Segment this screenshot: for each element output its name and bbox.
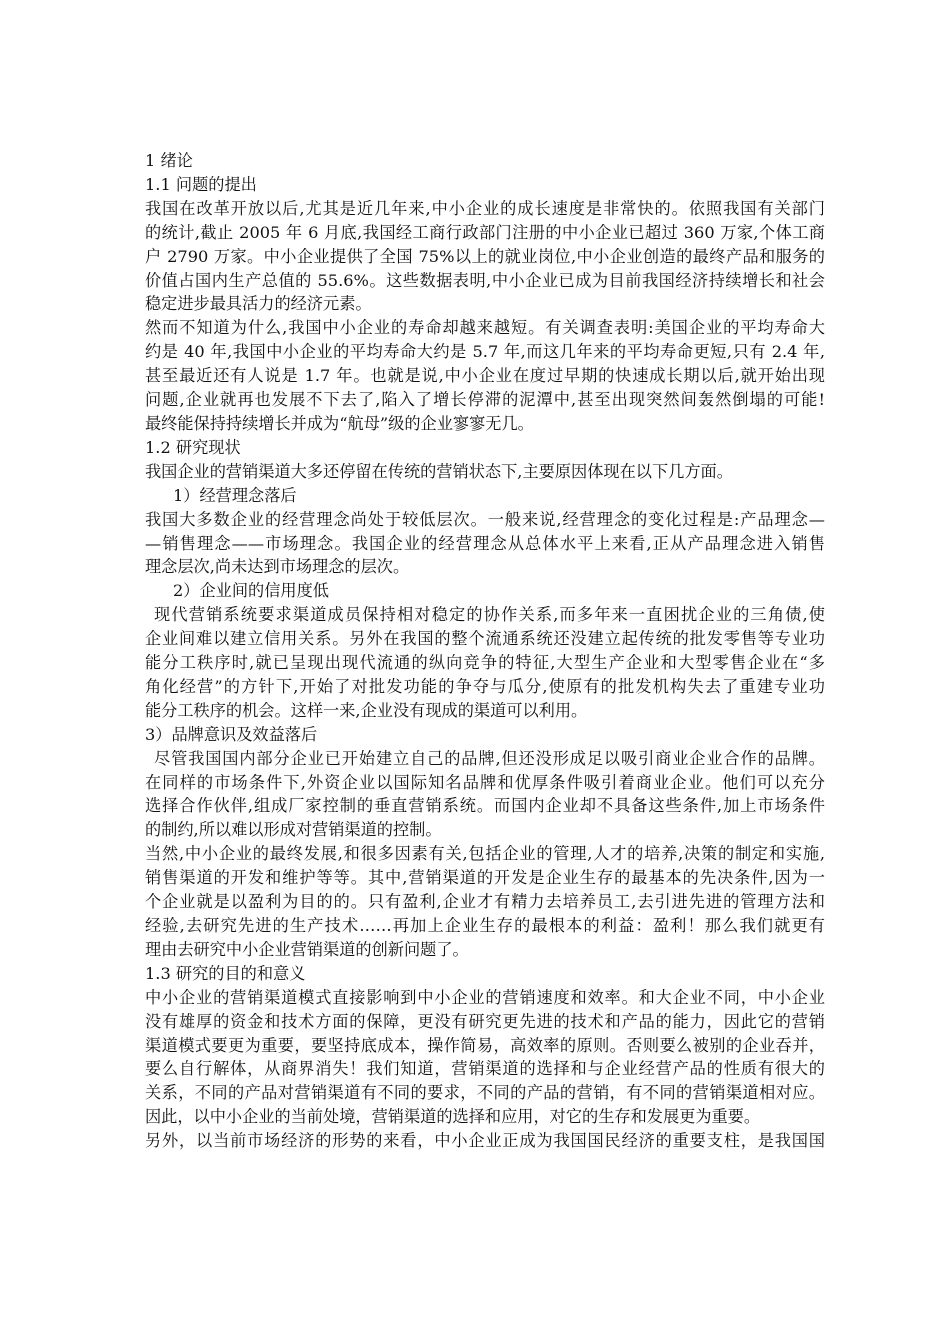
- section-heading: 1 绪论: [145, 151, 193, 170]
- text-line: 最终能保持持续增长并成为“航母”级的企业寥寥无几。: [145, 413, 534, 433]
- text-line: 我国在改革开放以后,尤其是近几年来,中小企业的成长速度是非常快的。依照我国有关部门: [145, 198, 825, 218]
- text-line: 3）品牌意识及效益落后: [145, 724, 318, 744]
- text-line: 约是 40 年,我国中小企业的平均寿命大约是 5.7 年,而这几年来的平均寿命更短,只有 2.4 年,: [145, 342, 825, 362]
- text-line: 稳定进步最具活力的经济元素。: [145, 294, 372, 314]
- text-line: 尽管我国国内部分企业已开始建立自己的品牌,但还没形成足以吸引商业企业合作的品牌。: [154, 748, 825, 768]
- text-line: 选择合作伙伴,组成厂家控制的垂直营销系统。而国内企业却不具备这些条件,加上市场条件: [145, 796, 825, 816]
- text-line: 然而不知道为什么,我国中小企业的寿命却越来越短。有关调查表明:美国企业的平均寿命大: [145, 318, 825, 338]
- text-line: 没有雄厚的资金和技术方面的保障，更没有研究更先进的技术和产品的能力，因此它的营销: [145, 1011, 825, 1031]
- text-line: 我国企业的营销渠道大多还停留在传统的营销状态下,主要原因体现在以下几方面。: [145, 461, 733, 481]
- text-line: 角化经营”的方针下,开始了对批发功能的争夺与瓜分,使原有的批发机构失去了重建专业功: [145, 676, 825, 696]
- document-body: [145, 149, 825, 1153]
- text-line: 企业间难以建立信用关系。另外在我国的整个流通系统还没建立起传统的批发零售等专业功: [145, 629, 825, 649]
- text-line: 个企业就是以盈利为目的的。只有盈利,企业才有精力去培养员工,去引进先进的管理方法和: [145, 892, 825, 912]
- text-line: 现代营销系统要求渠道成员保持相对稳定的协作关系,而多年来一直困扰企业的三角债,使: [154, 605, 825, 625]
- text-line: —销售理念——市场理念。我国企业的经营理念从总体水平上来看,正从产品理念进入销售: [145, 533, 825, 553]
- text-line: 另外，以当前市场经济的形势的来看，中小企业正成为我国国民经济的重要支柱，是我国国: [145, 1131, 825, 1151]
- text-line: 当然,中小企业的最终发展,和很多因素有关,包括企业的管理,人才的培养,决策的制定和实施,: [145, 844, 825, 864]
- section-heading: 1.1 问题的提出: [145, 174, 257, 194]
- text-line: 要么自行解体，从商界消失！我们知道，营销渠道的选择和与企业经营产品的性质有很大的: [145, 1059, 825, 1079]
- text-line: 价值占国内生产总值的 55.6%。这些数据表明,中小企业已成为目前我国经济持续增长和社会: [145, 270, 825, 290]
- section-heading: 1.2 研究现状: [145, 437, 241, 457]
- text-line: 我国大多数企业的经营理念尚处于较低层次。一般来说,经营理念的变化过程是:产品理念—: [145, 509, 825, 529]
- section-heading: 1.3 研究的目的和意义: [145, 963, 306, 983]
- text-line: 因此，以中小企业的当前处境，营销渠道的选择和应用，对它的生存和发展更为重要。: [145, 1107, 761, 1127]
- text-line: 2）企业间的信用度低: [173, 581, 329, 601]
- text-line: 户 2790 万家。中小企业提供了全国 75%以上的就业岗位,中小企业创造的最终产品和服务的: [145, 246, 825, 266]
- text-line: 问题,企业就再也发展不下去了,陷入了增长停滞的泥潭中,甚至出现突然间轰然倒塌的可能!: [145, 390, 825, 410]
- text-line: 的统计,截止 2005 年 6 月底,我国经工商行政部门注册的中小企业已超过 360 万家,个体工商: [145, 222, 825, 242]
- text-line: 理念层次,尚未达到市场理念的层次。: [145, 557, 410, 577]
- text-line: 能分工秩序的机会。这样一来,企业没有现成的渠道可以利用。: [145, 700, 588, 720]
- text-line: 的制约,所以难以形成对营销渠道的控制。: [145, 820, 442, 840]
- text-line: 经验,去研究先进的生产技术……再加上企业生存的最根本的利益：盈利！那么我们就更有: [145, 916, 825, 935]
- text-line: 1）经营理念落后: [173, 485, 297, 505]
- text-line: 渠道模式要更为重要，要坚持底成本，操作简易，高效率的原则。否则要么被别的企业吞并，: [145, 1035, 825, 1055]
- text-line: 在同样的市场条件下,外资企业以国际知名品牌和优厚条件吸引着商业企业。他们可以充分: [145, 772, 825, 792]
- text-line: 理由去研究中小企业营销渠道的创新问题了。: [145, 939, 469, 959]
- text-line: 销售渠道的开发和维护等等。其中,营销渠道的开发是企业生存的最基本的先决条件,因为一: [145, 868, 825, 888]
- text-line: 中小企业的营销渠道模式直接影响到中小企业的营销速度和效率。和大企业不同，中小企业: [145, 987, 825, 1007]
- text-line: 甚至最近还有人说是 1.7 年。也就是说,中小企业在度过早期的快速成长期以后,就开始出现: [145, 366, 825, 386]
- text-line: 关系，不同的产品对营销渠道有不同的要求，不同的产品的营销，有不同的营销渠道相对应。: [145, 1083, 825, 1103]
- text-line: 能分工秩序时,就已呈现出现代流通的纵向竞争的特征,大型生产企业和大型零售企业在“多: [145, 653, 825, 673]
